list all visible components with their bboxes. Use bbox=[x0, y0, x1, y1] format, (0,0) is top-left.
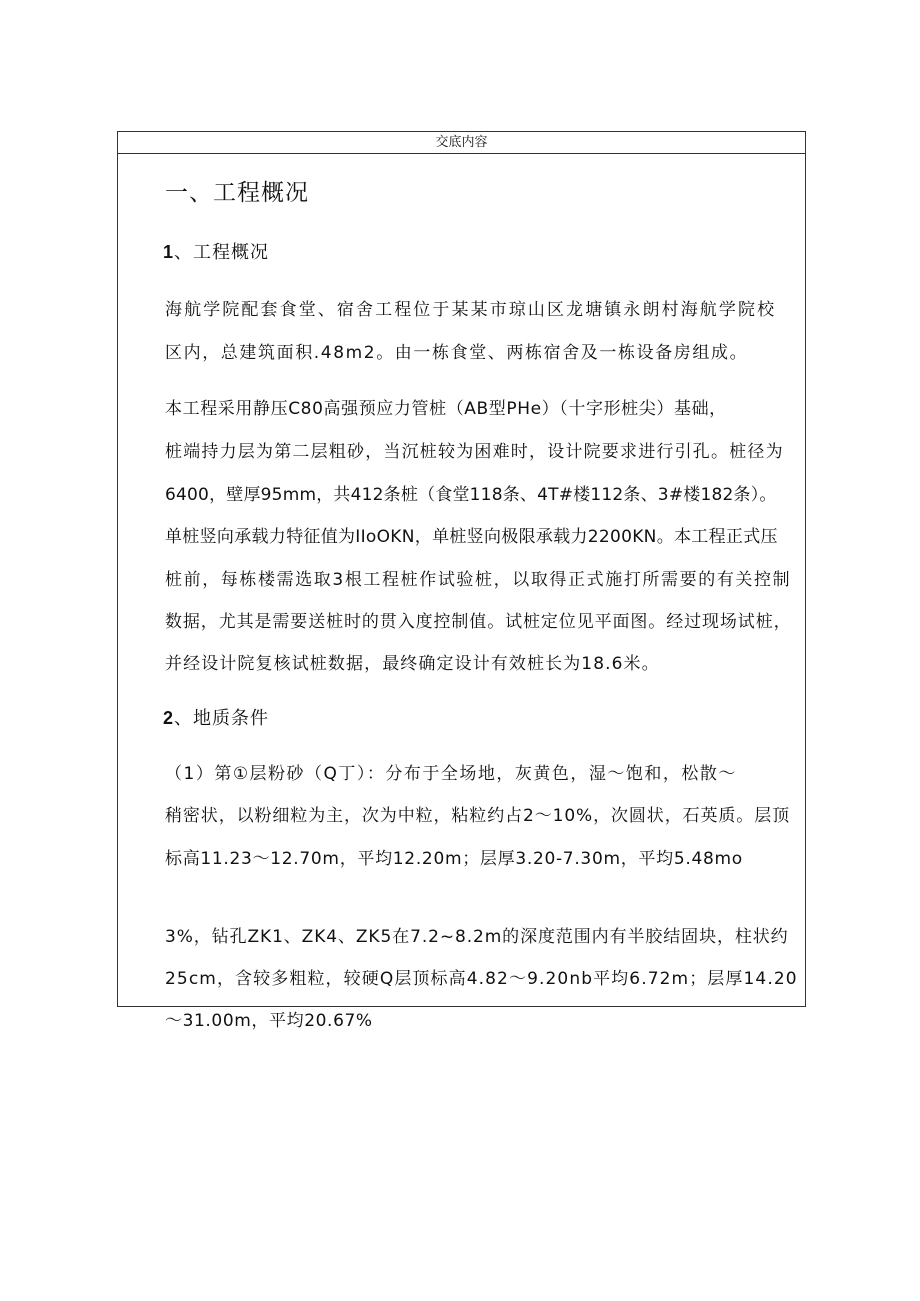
subsection-heading-overview bbox=[163, 240, 269, 265]
paragraph-line: 并经设计院复核试桩数据，最终确定设计有效桩长为18.6米。 bbox=[165, 654, 660, 674]
paragraph-line: 稍密状，以粉细粒为主，次为中粒，粘粒约占2～10%，次圆状，石英质。层顶 bbox=[165, 806, 790, 826]
paragraph-line: 25cm，含较多粗粒，较硬Q层顶标高4.82～9.20nb平均6.72m；层厚14.20 bbox=[165, 969, 798, 989]
paragraph-line: （1）第①层粉砂（Q丁）：分布于全场地，灰黄色，湿～饱和，松散～ bbox=[165, 764, 737, 784]
paragraph-line: 标高11.23～12.70m，平均12.20m；层厚3.20-7.30m，平均5.48mo bbox=[165, 849, 743, 869]
paragraph-line: 6400，壁厚95mm，共412条桩（食堂118条、4T#楼112条、3#楼182条）。 bbox=[165, 485, 777, 505]
table-header: 交底内容 bbox=[118, 132, 805, 154]
paragraph-line: ～31.00m，平均20.67% bbox=[165, 1011, 373, 1031]
paragraph-line: 3%，钻孔ZK1、ZK4、ZK5在7.2~8.2m的深度范围内有半胶结固块，柱状约 bbox=[165, 927, 789, 947]
subsection-heading-geology bbox=[163, 706, 269, 731]
paragraph-line: 桩端持力层为第二层粗砂，当沉桩较为困难时，设计院要求进行引孔。桩径为 bbox=[165, 442, 784, 462]
subsection-number: 2 bbox=[163, 708, 175, 728]
section-heading: 一、工程概况 bbox=[165, 180, 309, 206]
subsection-number: 1 bbox=[163, 242, 175, 262]
paragraph-line: 海航学院配套食堂、宿舍工程位于某某市琼山区龙塘镇永朗村海航学院校 bbox=[165, 300, 777, 320]
paragraph-line: 本工程采用静压C80高强预应力管桩（AB型PHe）（十字形桩尖）基础， bbox=[165, 399, 727, 419]
subsection-title: 、工程概况 bbox=[174, 242, 270, 263]
paragraph-line: 桩前，每栋楼需选取3根工程桩作试验桩，以取得正式施打所需要的有关控制 bbox=[165, 570, 792, 590]
subsection-title: 、地质条件 bbox=[174, 708, 270, 729]
paragraph-line: 单桩竖向承载力特征值为IIoOKN，单桩竖向极限承载力2200KN。本工程正式压 bbox=[165, 527, 778, 547]
paragraph-line: 数据，尤其是需要送桩时的贯入度控制值。试桩定位见平面图。经过现场试桩， bbox=[165, 612, 792, 632]
paragraph-line: 区内，总建筑面积.48m2。由一栋食堂、两栋宿舍及一栋设备房组成。 bbox=[165, 343, 749, 363]
